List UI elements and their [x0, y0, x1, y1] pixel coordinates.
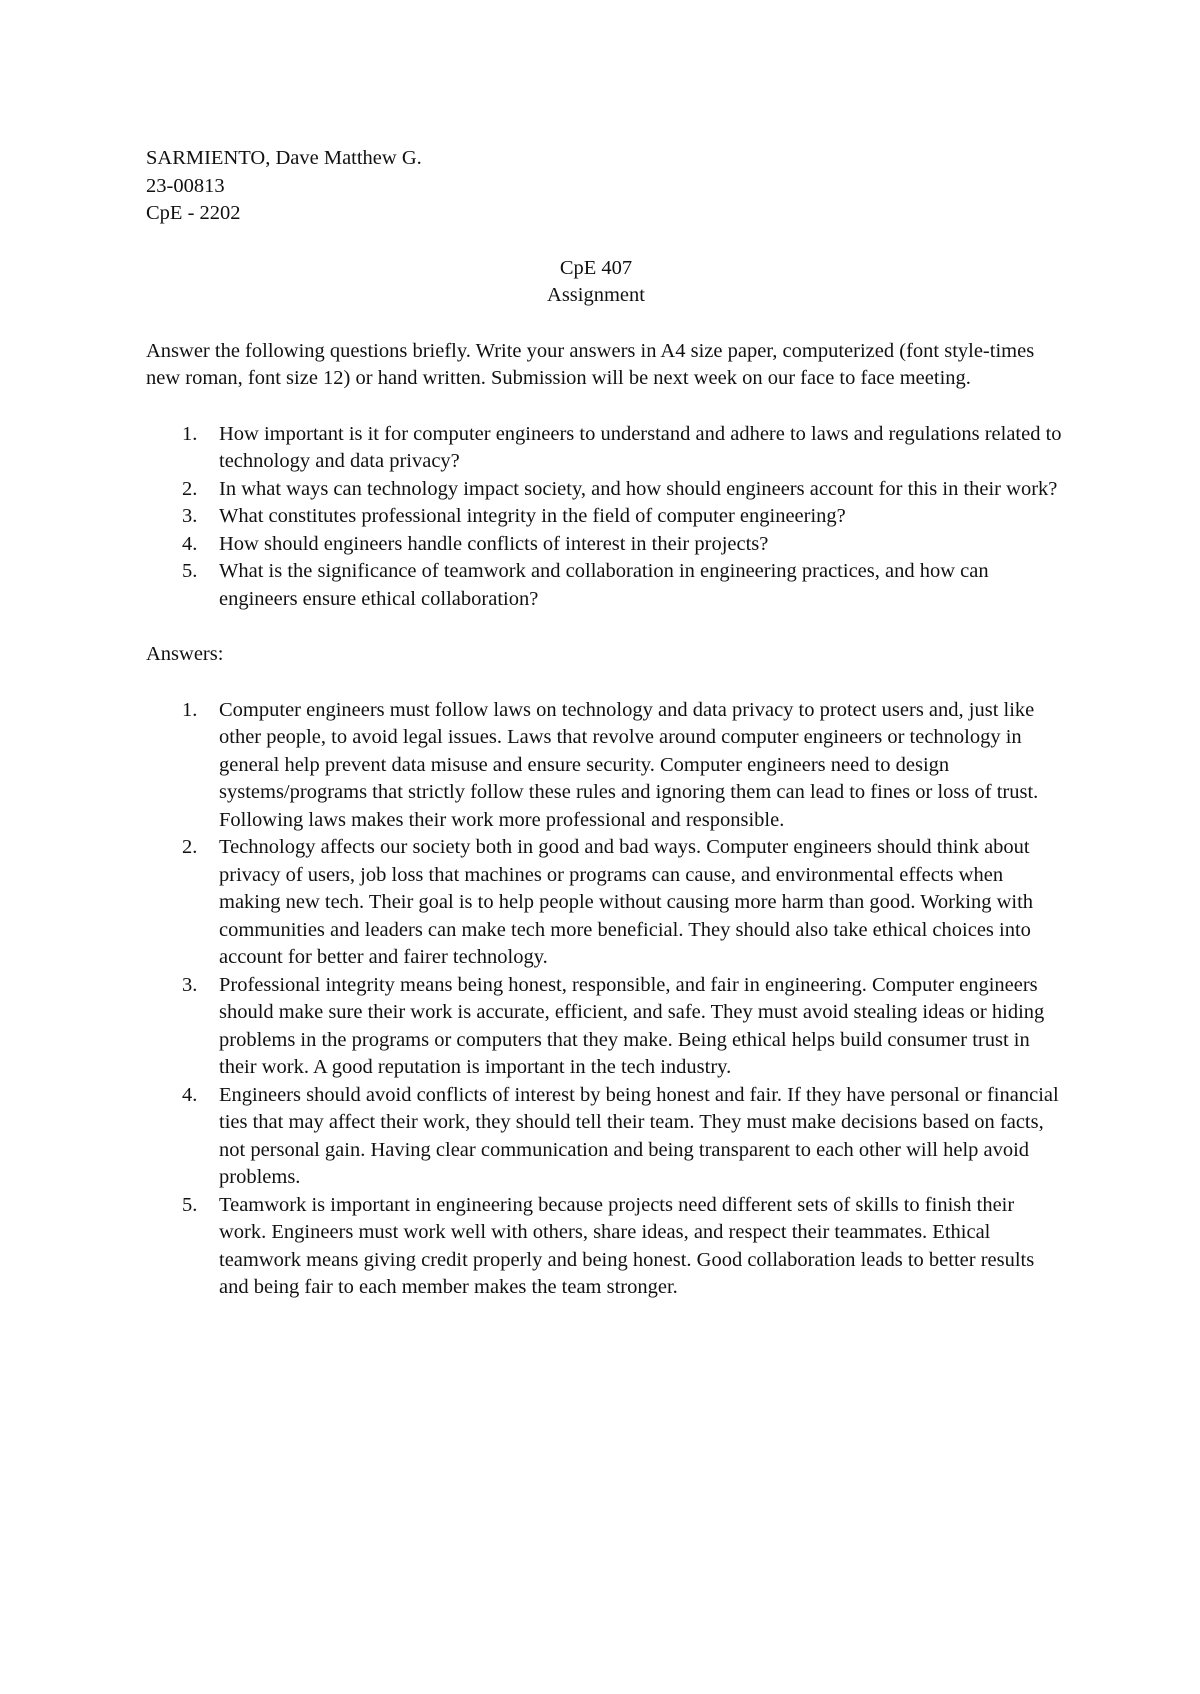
question-text: What is the significance of teamwork and collaboration in engineering practices, and how can engineers ensure ethical collaboration? [219, 560, 989, 610]
answer-item [182, 697, 1066, 835]
question-text: How important is it for computer engineers to understand and adhere to laws and regulations related to technology and data privacy? [219, 422, 1062, 472]
question-item [182, 476, 1066, 504]
student-id: 23-00813 [146, 174, 225, 197]
question-number: 3. [182, 505, 198, 527]
answer-text: Professional integrity means being honest, responsible, and fair in engineering. Computer engineers should make sure their work is accurate, efficient, and safe. They must avoid stealing ideas or hiding problems in the programs or computers that they make. Being ethical helps build consumer trust in their work. A good reputation is important in the tech industry. [219, 973, 1045, 1078]
question-item [182, 503, 1066, 531]
answers-heading: Answers: [146, 643, 224, 665]
answers-list [146, 697, 1066, 1302]
student-name: SARMIENTO, Dave Matthew G. [146, 147, 422, 169]
document-page [146, 145, 1066, 1302]
course-title: CpE 407 [559, 256, 633, 279]
section: CpE - 2202 [146, 202, 241, 224]
answer-item [182, 1082, 1066, 1192]
question-number: 4. [182, 532, 198, 555]
question-number: 1. [182, 422, 198, 445]
answer-text: Computer engineers must follow laws on technology and data privacy to protect users and, just like other people, to avoid legal issues. Laws that revolve around computer engineers or technology in general help prevent data misuse and ensure security. Computer engineers need to design systems/programs that strictly follow these rules and ignoring them can lead to fines or loss of trust. Following laws makes their work more professional and responsible. [219, 698, 1039, 831]
answer-number: 3. [182, 973, 198, 996]
answer-item [182, 1192, 1066, 1302]
answer-text: Engineers should avoid conflicts of interest by being honest and fair. If they have personal or financial ties that may affect their work, they should tell their team. They must make decisions based on facts, not personal gain. Having clear communication and being transparent to each other will help avoid problems. [219, 1083, 1059, 1188]
question-item [182, 421, 1066, 476]
answer-number: 2. [182, 836, 198, 858]
answer-number: 4. [182, 1083, 198, 1106]
title-block [136, 255, 1056, 310]
assignment-title: Assignment [547, 284, 645, 306]
question-number: 5. [182, 560, 198, 582]
answer-number: 5. [182, 1193, 198, 1216]
question-item [182, 558, 1066, 613]
questions-list [146, 421, 1066, 614]
answer-item [182, 972, 1066, 1082]
question-item [182, 531, 1066, 559]
question-text: In what ways can technology impact society, and how should engineers account for this in their work? [219, 477, 1058, 500]
header-block [146, 145, 1066, 228]
question-text: What constitutes professional integrity in the field of computer engineering? [219, 505, 846, 527]
answer-text: Technology affects our society both in good and bad ways. Computer engineers should think about privacy of users, job loss that machines or programs can cause, and environmental effects when making new tech. Their goal is to help people without causing more harm than good. Working with communities and leaders can make tech more beneficial. They should also take ethical choices into account for better and fairer technology. [219, 836, 1034, 968]
instructions: Answer the following questions briefly. Write your answers in A4 size paper, computerized (font style-times new roman, font size 12) or hand written. Submission will be next week on our face to face meeting. [146, 339, 1035, 389]
question-number: 2. [182, 477, 198, 500]
answer-text: Teamwork is important in engineering because projects need different sets of skills to finish their work. Engineers must work well with others, share ideas, and respect their teammates. Ethical teamwork means giving credit properly and being honest. Good collaboration leads to better results and being fair to each member makes the team stronger. [219, 1193, 1035, 1298]
answer-number: 1. [182, 698, 198, 721]
answer-item [182, 834, 1066, 972]
question-text: How should engineers handle conflicts of interest in their projects? [219, 532, 769, 555]
